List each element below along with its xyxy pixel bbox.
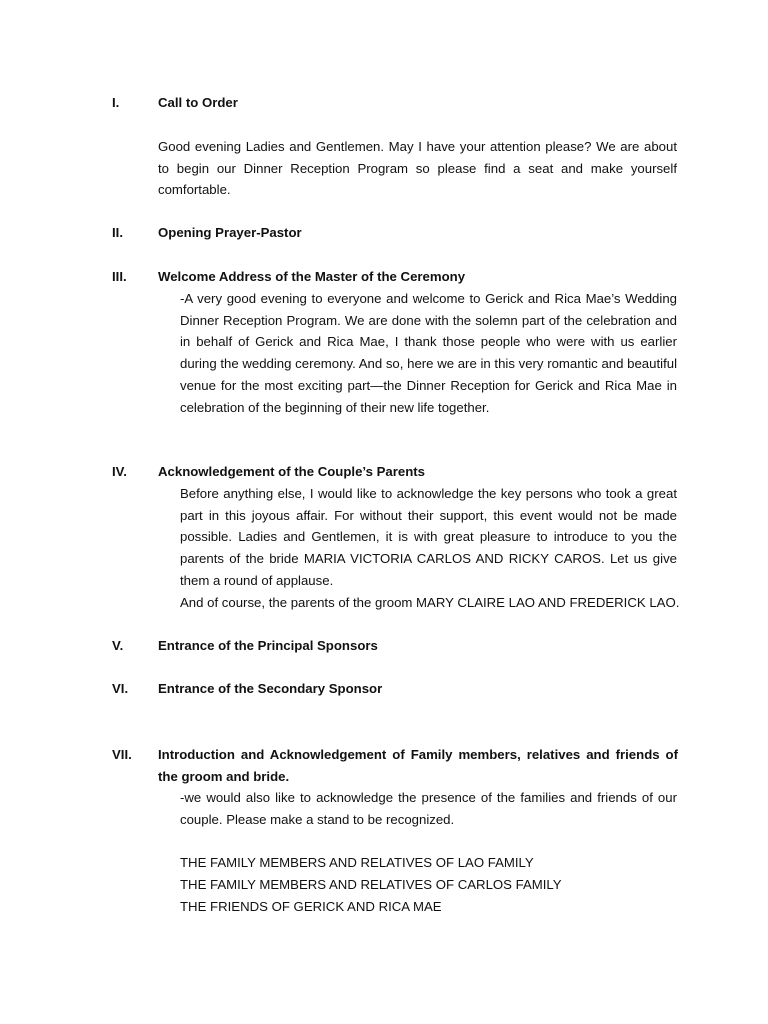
family-list-item: THE FRIENDS OF GERICK AND RICA MAE <box>180 899 442 914</box>
section-5-numeral: V. <box>112 638 124 653</box>
section-3-heading: Welcome Address of the Master of the Ceremony <box>158 269 466 284</box>
section-7-text: -we would also like to acknowledge the presence of the families and friends of our couple. Please make a stand to be recognized. <box>180 790 677 827</box>
section-5-heading: Entrance of the Principal Sponsors <box>158 638 378 653</box>
section-2-heading: Opening Prayer-Pastor <box>158 225 302 240</box>
section-3-numeral: III. <box>112 269 127 284</box>
section-1-numeral: I. <box>112 95 120 110</box>
family-list-item: THE FAMILY MEMBERS AND RELATIVES OF CARLOS FAMILY <box>180 877 562 892</box>
section-4-heading: Acknowledgement of the Couple’s Parents <box>158 464 425 479</box>
section-1-text: Good evening Ladies and Gentlemen. May I have your attention please? We are about to begin our Dinner Reception Program so please find a seat and make yourself comfortable. <box>158 139 677 198</box>
section-6-heading: Entrance of the Secondary Sponsor <box>158 681 383 696</box>
section-4-numeral: IV. <box>112 464 127 479</box>
section-1-heading: Call to Order <box>158 95 238 110</box>
section-7-numeral: VII. <box>112 747 132 762</box>
section-4-text-2: And of course, the parents of the groom MARY CLAIRE LAO AND FREDERICK LAO. <box>180 595 680 610</box>
section-7-heading: Introduction and Acknowledgement of Family members, relatives and friends of the groom and bride. <box>158 747 678 784</box>
section-4-text: Before anything else, I would like to acknowledge the key persons who took a great part in this joyous affair. For without their support, this event would not be made possible. Ladies and Gentlemen, it is with great pleasure to introduce to you the parents of the bride MARIA VICTORIA CARLOS AND RICKY CAROS. Let us give them a round of applause. <box>180 486 677 588</box>
section-3-text: -A very good evening to everyone and welcome to Gerick and Rica Mae’s Wedding Dinner Reception Program. We are done with the solemn part of the celebration and in behalf of Gerick and Rica Mae, I thank those people who were with us earlier during the wedding ceremony. And so, here we are in this very romantic and beautiful venue for the most exciting part—the Dinner Reception for Gerick and Rica Mae in celebration of the beginning of their new life together. <box>180 291 677 415</box>
family-list-item: THE FAMILY MEMBERS AND RELATIVES OF LAO FAMILY <box>180 855 534 870</box>
section-2-numeral: II. <box>112 225 123 240</box>
section-6-numeral: VI. <box>112 681 129 696</box>
